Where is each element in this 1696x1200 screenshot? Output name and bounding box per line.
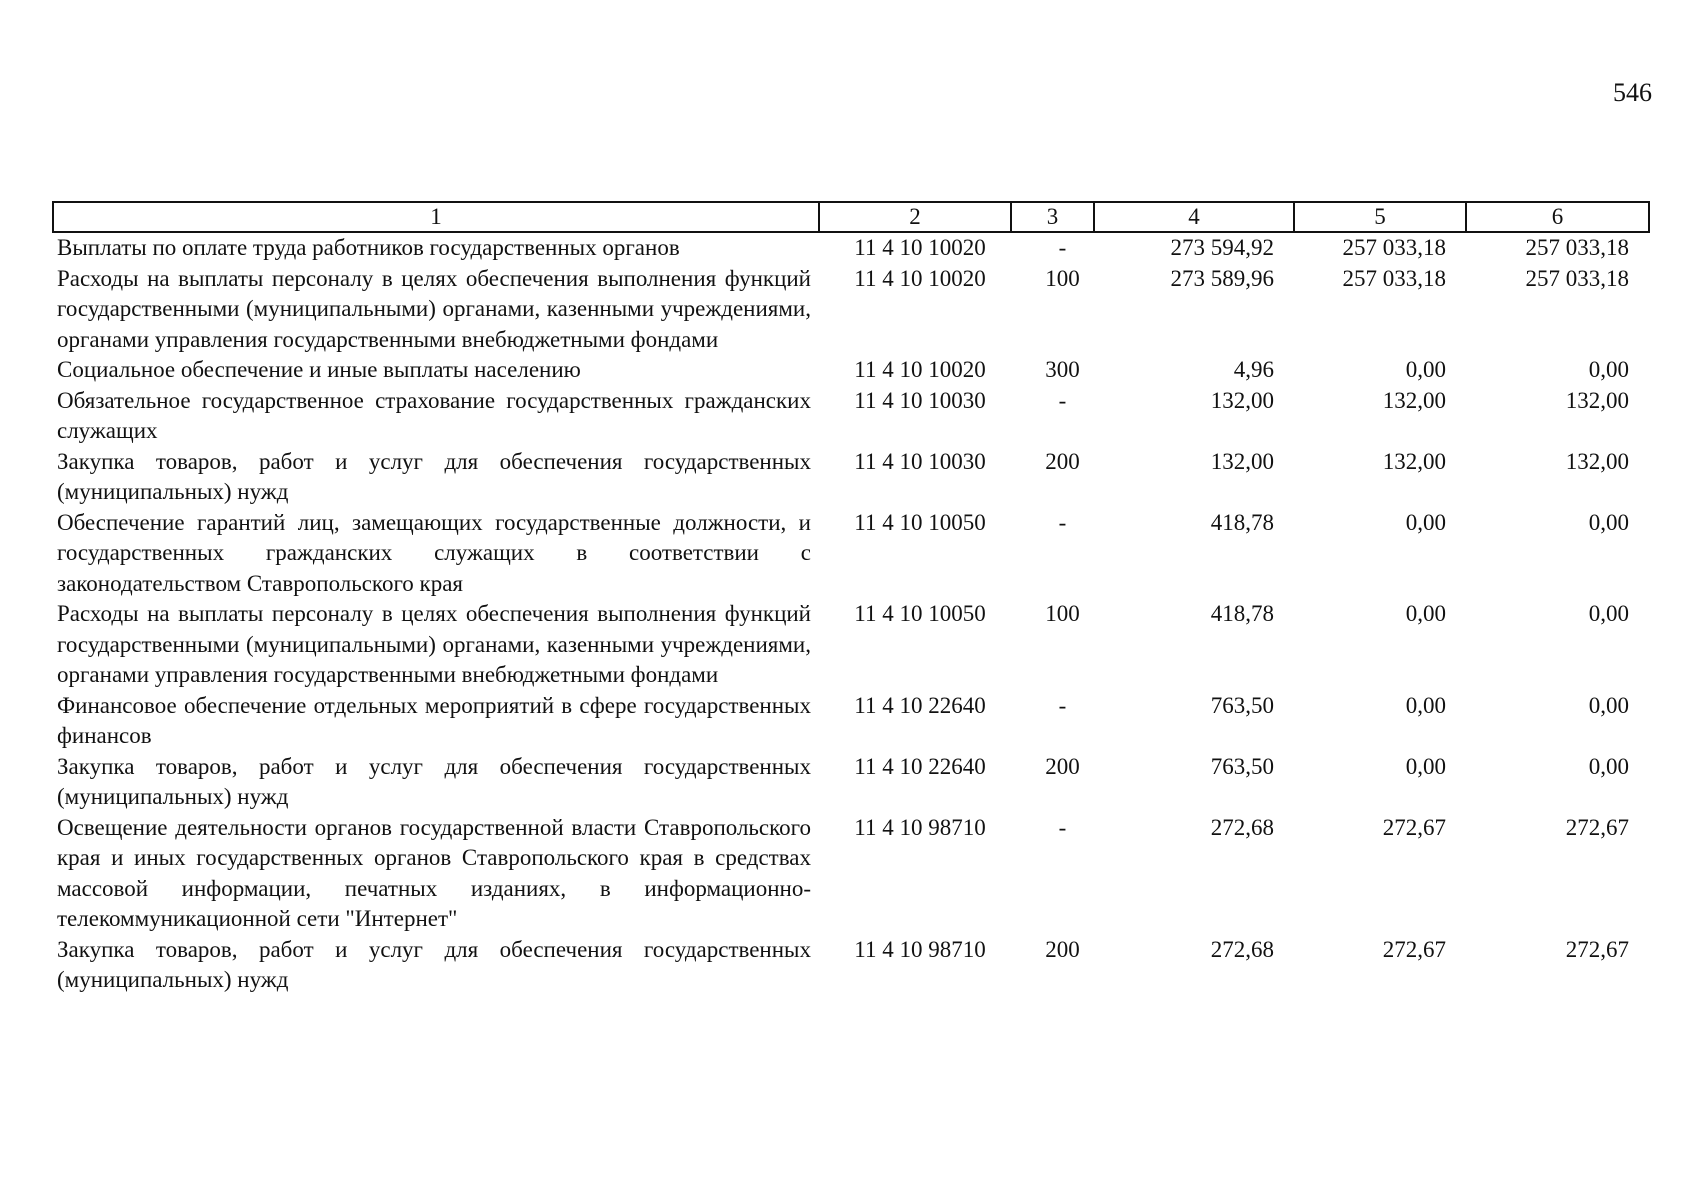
column-header-2: 2 xyxy=(819,202,1011,232)
row-expense-type: - xyxy=(1058,692,1067,718)
row-name: Выплаты по оплате труда работников государственных органов xyxy=(57,235,680,260)
table-body xyxy=(53,232,1649,996)
row-name: Обеспечение гарантий лиц, замещающих государственные должности, и государственных гражданских служащих в соответствии с законодательством Ставропольского края xyxy=(57,509,811,596)
row-code: 11 4 10 98710 xyxy=(854,814,986,840)
row-sum-1: 418,78 xyxy=(1210,601,1274,626)
table-row xyxy=(53,599,1649,691)
row-sum-2: 0,00 xyxy=(1405,753,1446,779)
row-sum-1: 273 594,92 xyxy=(1170,235,1274,260)
row-sum-3: 257 033,18 xyxy=(1525,265,1629,291)
row-expense-type: 200 xyxy=(1045,936,1080,962)
row-code: 11 4 10 22640 xyxy=(854,753,986,779)
row-code: 11 4 10 10050 xyxy=(854,509,986,535)
row-sum-1: 763,50 xyxy=(1210,692,1274,718)
row-expense-type: 200 xyxy=(1045,448,1080,474)
row-sum-2: 132,00 xyxy=(1382,387,1446,413)
column-header-3: 3 xyxy=(1011,202,1094,232)
row-sum-3: 0,00 xyxy=(1588,692,1629,718)
row-name: Освещение деятельности органов государственной власти Ставропольского края и иных государственных органов Ставропольского края в средствах массовой информации, печатных изданиях, в информационно-телекоммуникационной сети "Интернет" xyxy=(57,814,811,931)
row-sum-3: 132,00 xyxy=(1565,387,1629,413)
row-code: 11 4 10 22640 xyxy=(854,692,986,718)
row-expense-type: - xyxy=(1058,387,1067,413)
row-sum-2: 0,00 xyxy=(1405,692,1446,718)
row-sum-3: 257 033,18 xyxy=(1525,235,1629,260)
table-row xyxy=(53,447,1649,508)
table-row xyxy=(53,232,1649,264)
row-sum-3: 272,67 xyxy=(1565,814,1629,840)
row-expense-type: 300 xyxy=(1045,357,1080,382)
row-code: 11 4 10 10020 xyxy=(854,235,986,260)
row-sum-3: 0,00 xyxy=(1588,753,1629,779)
row-expense-type: - xyxy=(1058,235,1067,260)
row-name: Расходы на выплаты персоналу в целях обеспечения выполнения функций государственными (муниципальными) органами, казенными учреждениями, органами управления государственными внебюджетными фондами xyxy=(57,265,811,352)
row-code: 11 4 10 10030 xyxy=(854,387,986,413)
row-sum-2: 257 033,18 xyxy=(1342,265,1446,291)
table-row xyxy=(53,813,1649,935)
row-code: 11 4 10 98710 xyxy=(854,936,986,962)
row-sum-1: 4,96 xyxy=(1233,357,1274,382)
column-header-5: 5 xyxy=(1294,202,1466,232)
row-sum-3: 0,00 xyxy=(1588,601,1629,626)
row-code: 11 4 10 10030 xyxy=(854,448,986,474)
page-number: 546 xyxy=(1613,78,1652,107)
row-code: 11 4 10 10020 xyxy=(854,265,986,291)
row-sum-1: 273 589,96 xyxy=(1170,265,1274,291)
row-sum-1: 132,00 xyxy=(1210,387,1274,413)
row-sum-1: 132,00 xyxy=(1210,448,1274,474)
row-sum-2: 257 033,18 xyxy=(1342,235,1446,260)
row-expense-type: 100 xyxy=(1045,601,1080,626)
row-sum-2: 272,67 xyxy=(1382,936,1446,962)
row-code: 11 4 10 10050 xyxy=(854,601,986,626)
row-expense-type: - xyxy=(1058,509,1067,535)
table-row xyxy=(53,691,1649,752)
table-row xyxy=(53,355,1649,386)
row-name: Расходы на выплаты персоналу в целях обеспечения выполнения функций государственными (муниципальными) органами, казенными учреждениями, органами управления государственными внебюджетными фондами xyxy=(57,601,811,687)
table-row xyxy=(53,386,1649,447)
row-code: 11 4 10 10020 xyxy=(854,357,986,382)
row-sum-1: 418,78 xyxy=(1210,509,1274,535)
table-row xyxy=(53,935,1649,996)
row-sum-2: 0,00 xyxy=(1405,509,1446,535)
row-sum-3: 0,00 xyxy=(1588,357,1629,382)
table-row xyxy=(53,752,1649,813)
row-name: Финансовое обеспечение отдельных мероприятий в сфере государственных финансов xyxy=(57,692,811,748)
row-sum-2: 272,67 xyxy=(1382,814,1446,840)
row-sum-2: 0,00 xyxy=(1405,601,1446,626)
table-header-row xyxy=(53,202,1649,232)
row-sum-2: 132,00 xyxy=(1382,448,1446,474)
row-sum-1: 763,50 xyxy=(1210,753,1274,779)
budget-table xyxy=(52,201,1650,996)
row-name: Закупка товаров, работ и услуг для обеспечения государственных (муниципальных) нужд xyxy=(57,448,811,504)
table-row xyxy=(53,264,1649,356)
row-name: Социальное обеспечение и иные выплаты населению xyxy=(57,357,581,382)
column-header-6: 6 xyxy=(1466,202,1649,232)
row-expense-type: 200 xyxy=(1045,753,1080,779)
column-header-4: 4 xyxy=(1094,202,1294,232)
row-expense-type: - xyxy=(1058,814,1067,840)
row-sum-1: 272,68 xyxy=(1210,814,1274,840)
row-sum-3: 272,67 xyxy=(1565,936,1629,962)
row-expense-type: 100 xyxy=(1045,265,1080,291)
row-sum-2: 0,00 xyxy=(1405,357,1446,382)
row-name: Закупка товаров, работ и услуг для обеспечения государственных (муниципальных) нужд xyxy=(57,753,811,809)
column-header-1: 1 xyxy=(53,202,819,232)
row-name: Обязательное государственное страхование государственных гражданских служащих xyxy=(57,387,811,443)
row-sum-3: 132,00 xyxy=(1565,448,1629,474)
row-name: Закупка товаров, работ и услуг для обеспечения государственных (муниципальных) нужд xyxy=(57,936,811,992)
table-row xyxy=(53,508,1649,600)
row-sum-1: 272,68 xyxy=(1210,936,1274,962)
row-sum-3: 0,00 xyxy=(1588,509,1629,535)
